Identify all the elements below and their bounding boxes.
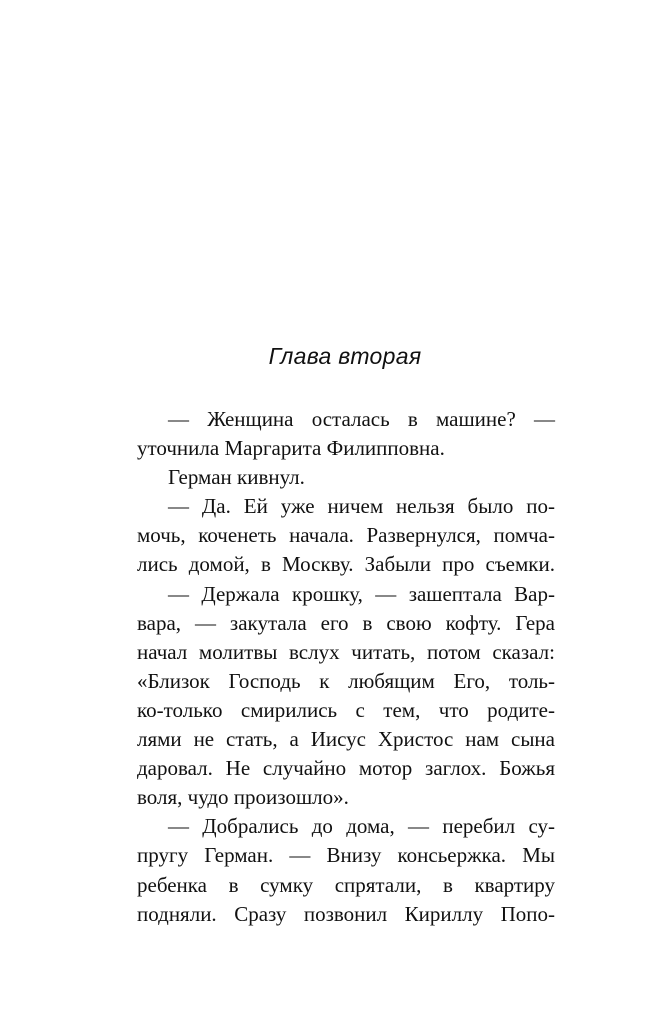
- text-line: мочь, коченеть начала. Развернулся, помча-: [137, 523, 555, 548]
- text-line: — Добрались до дома, — перебил су-: [168, 814, 555, 839]
- text-line: — Женщина осталась в машине? —: [168, 407, 555, 431]
- text-line: вара, — закутала его в свою кофту. Гера: [137, 610, 555, 635]
- text-line: даровал. Не случайно мотор заглох. Божья: [137, 756, 555, 781]
- chapter-title: Глава вторая: [268, 343, 422, 369]
- text-line: начал молитвы вслух читать, потом сказал:: [137, 639, 555, 664]
- text-line: ребенка в сумку спрятали, в квартиру: [137, 872, 555, 897]
- text-line: Герман кивнул.: [168, 465, 305, 490]
- body-text: [137, 405, 555, 929]
- text-line: лями не стать, а Иисус Христос нам сына: [137, 727, 555, 752]
- text-line: — Да. Ей уже ничем нельзя было по-: [168, 494, 555, 519]
- text-line: — Держала крошку, — зашептала Вар-: [168, 581, 555, 606]
- text-line: «Близок Господь к любящим Его, толь-: [137, 668, 555, 693]
- text-line: подняли. Сразу позвонил Кириллу Попо-: [137, 901, 555, 926]
- text-line: ко-только смирились с тем, что родите-: [137, 697, 555, 722]
- text-line: пругу Герман. — Внизу консьержка. Мы: [137, 843, 555, 868]
- text-line: уточнила Маргарита Филипповна.: [137, 436, 445, 461]
- text-line: лись домой, в Москву. Забыли про съемки.: [137, 552, 555, 577]
- text-line: воля, чудо произошло».: [137, 785, 349, 810]
